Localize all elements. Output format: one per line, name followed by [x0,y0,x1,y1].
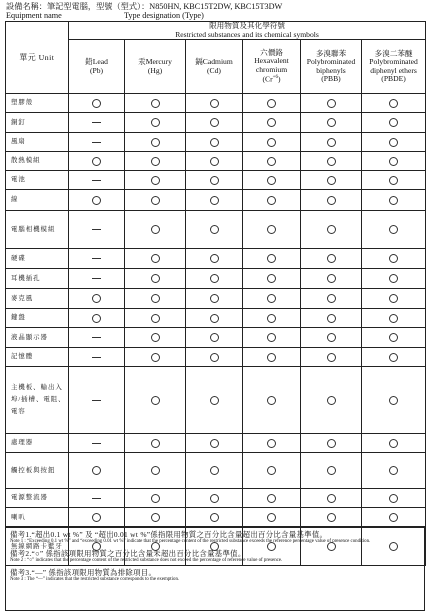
substance-cell [243,171,301,190]
circle-mark [151,274,160,283]
circle-mark [389,99,398,108]
substance-cell [125,309,186,328]
dash-mark [92,258,101,259]
circle-mark [267,274,276,283]
substance-header-pbb [301,40,362,94]
substance-cell [243,152,301,171]
substance-cell [186,269,243,289]
substance-cell [69,348,125,367]
circle-mark [210,225,219,234]
unit-cell: 電腦相機模組 [6,211,69,249]
dash-mark [92,357,101,358]
substance-cell [186,190,243,211]
circle-mark [389,118,398,127]
unit-column-header: 單元 Unit [6,22,69,94]
substance-cell [301,453,362,489]
substance-cell [362,453,426,489]
circle-mark [267,118,276,127]
circle-mark [267,494,276,503]
circle-mark [92,157,101,166]
substance-cell [69,309,125,328]
substance-cell [301,328,362,348]
circle-mark [210,118,219,127]
circle-mark [327,353,336,362]
substance-cell [243,309,301,328]
substance-cell [69,94,125,113]
circle-mark [267,196,276,205]
substance-cell [243,211,301,249]
circle-mark [267,294,276,303]
substance-cell [362,190,426,211]
circle-mark [151,333,160,342]
circle-mark [389,466,398,475]
substance-cell [362,152,426,171]
equipment-name-label: Equipment name [6,11,62,20]
circle-mark [389,274,398,283]
circle-mark [327,494,336,503]
circle-mark [151,196,160,205]
substance-symbol: (PBDE) [381,73,406,83]
circle-mark [92,513,101,522]
note-2 [10,549,420,564]
table-row [6,190,426,211]
circle-mark [389,494,398,503]
substance-cell [69,190,125,211]
dash-mark [92,229,101,230]
table-row [6,269,426,289]
substance-cell [186,328,243,348]
dash-mark [92,337,101,338]
circle-mark [210,513,219,522]
circle-mark [327,294,336,303]
substance-cell [186,453,243,489]
circle-mark [151,157,160,166]
circle-mark [210,314,219,323]
substance-cell [243,434,301,453]
substance-cell [362,133,426,152]
table-row [6,489,426,508]
circle-mark [389,439,398,448]
substance-cell [186,367,243,434]
circle-mark [327,225,336,234]
substance-cell [125,367,186,434]
substance-cell [186,152,243,171]
circle-mark [389,396,398,405]
circle-mark [210,196,219,205]
substance-symbol: (Hg) [147,65,163,75]
substance-cell [69,152,125,171]
substance-cell [362,489,426,508]
note-3 [10,568,420,583]
symbol-superscript: +6 [272,75,278,81]
dash-mark [92,278,101,279]
substance-cell [301,434,362,453]
note-text-english: Note 3 : The “—” indicates that the restricted substance corresponds to the exemption. [10,576,180,582]
unit-cell: 電源整流器 [6,489,69,508]
substance-cell [243,453,301,489]
unit-cell: 耳機插孔 [6,269,69,289]
circle-mark [210,294,219,303]
table-row [6,249,426,269]
substance-cell [69,133,125,152]
substance-cell [301,249,362,269]
substance-cell [186,171,243,190]
table-row [6,152,426,171]
substance-cell [186,211,243,249]
document-header [6,2,426,20]
symbol-base: (Cr [262,74,273,84]
note-1 [10,530,420,545]
circle-mark [210,254,219,263]
substance-cell [362,508,426,528]
substance-cell [125,269,186,289]
substance-cell [186,434,243,453]
substance-cell [362,269,426,289]
substance-name: 多溴二苯醚 [374,48,413,58]
dash-mark [92,142,101,143]
symbol-close: ) [277,74,281,84]
substance-cell [301,152,362,171]
substance-cell [243,94,301,113]
substance-cell [301,94,362,113]
table-row [6,171,426,190]
substance-cell [301,348,362,367]
substance-cell [69,508,125,528]
substance-cell [125,249,186,269]
substance-english-name: Polybrominated biphenyls [306,57,356,75]
circle-mark [151,254,160,263]
table-row [6,113,426,133]
notes-box [5,526,425,611]
circle-mark [389,176,398,185]
circle-mark [210,99,219,108]
substance-cell [362,211,426,249]
substance-cell [301,190,362,211]
circle-mark [267,513,276,522]
table-row [6,309,426,328]
circle-mark [267,353,276,362]
substance-name: 多溴聯苯 [315,48,347,58]
substance-cell [362,94,426,113]
substance-cell [125,113,186,133]
circle-mark [151,99,160,108]
circle-mark [267,176,276,185]
circle-mark [389,513,398,522]
circle-mark [210,274,219,283]
circle-mark [389,138,398,147]
substance-cell [362,434,426,453]
substance-cell [243,269,301,289]
substance-cell [69,328,125,348]
dash-mark [92,400,101,401]
unit-cell: 觸控板與按鈕 [6,453,69,489]
table-row [6,211,426,249]
substance-symbol: (PBB) [321,73,341,83]
substance-cell [125,453,186,489]
substance-cell [301,289,362,309]
substance-header-lead [69,40,125,94]
substance-cell [362,171,426,190]
substance-cell [362,367,426,434]
substance-cell [243,508,301,528]
circle-mark [389,294,398,303]
note-text-english: Note 2 : “○” indicates that the percentage content of the restricted substance does not exceed the percentage of reference value of presence. [10,557,283,563]
substance-cell [186,309,243,328]
substance-cell [186,489,243,508]
substance-cell [125,289,186,309]
unit-cell: 線 [6,190,69,211]
unit-cell: 記憶體 [6,348,69,367]
substance-cell [243,249,301,269]
substance-cell [186,348,243,367]
substance-cell [69,367,125,434]
table-row [6,434,426,453]
circle-mark [92,294,101,303]
circle-mark [210,396,219,405]
circle-mark [327,196,336,205]
circle-mark [210,494,219,503]
header-english-labels [6,11,426,20]
substance-symbol: (Cd) [207,65,221,75]
equipment-line: 設備名稱：筆記型電腦，型號（型式）：N850HN, KBC15T2DW, KBC15T3DW [6,2,283,11]
circle-mark [327,513,336,522]
restricted-substances-table [5,21,426,566]
circle-mark [151,353,160,362]
table-row [6,367,426,434]
substance-cell [69,113,125,133]
substance-cell [125,348,186,367]
substance-cell [69,171,125,190]
circle-mark [210,353,219,362]
caption-chinese: 限用物質及其化學符號 [209,21,285,30]
unit-cell: 硬碟 [6,249,69,269]
circle-mark [389,225,398,234]
circle-mark [267,254,276,263]
unit-cell: 散熱模組 [6,152,69,171]
substance-english-name: Polybrominated diphenyl ethers [369,57,418,75]
circle-mark [327,118,336,127]
substance-cell [362,249,426,269]
unit-cell: 風扇 [6,133,69,152]
unit-cell: 處理器 [6,434,69,453]
substance-cell [362,113,426,133]
substance-cell [125,489,186,508]
circle-mark [210,138,219,147]
circle-mark [389,353,398,362]
substance-cell [301,171,362,190]
substance-cell [125,190,186,211]
table-row [6,453,426,489]
circle-mark [267,466,276,475]
circle-mark [327,466,336,475]
circle-mark [327,396,336,405]
substance-cell [301,309,362,328]
circle-mark [267,314,276,323]
substance-cell [186,289,243,309]
circle-mark [92,196,101,205]
substance-cell [243,289,301,309]
circle-mark [327,176,336,185]
substance-cell [69,211,125,249]
substance-cell [243,190,301,211]
substance-cell [125,434,186,453]
unit-cell: 液晶顯示器 [6,328,69,348]
substance-cell [243,367,301,434]
unit-cell: 鍵盤 [6,309,69,328]
substance-symbol: (Pb) [89,65,104,75]
substance-cell [186,94,243,113]
unit-cell: 銅釘 [6,113,69,133]
substance-cell [69,269,125,289]
substance-english-name: Hexavalent chromium [254,56,289,74]
substance-cell [243,113,301,133]
table-row [6,289,426,309]
table-caption [69,22,426,40]
substance-cell [69,489,125,508]
circle-mark [327,157,336,166]
substance-name: 鉛Lead [85,57,108,67]
circle-mark [267,225,276,234]
substance-cell [125,152,186,171]
substance-cell [243,328,301,348]
substance-cell [362,289,426,309]
table-row [6,508,426,528]
substance-cell [69,289,125,309]
substance-name: 六價鉻 [260,48,283,58]
substance-header-pbde [362,40,426,94]
circle-mark [327,274,336,283]
substance-cell [125,211,186,249]
substance-name: 汞Mercury [138,57,172,67]
substance-cell [301,367,362,434]
circle-mark [151,314,160,323]
substance-cell [69,434,125,453]
note-text-chinese: 備考1.“超出0.1 wt %” 及 “超出0.01 wt %”係指限用物質之百分比含量超出百分比含量基準值。 [10,530,328,539]
circle-mark [327,254,336,263]
table-row [6,348,426,367]
circle-mark [151,466,160,475]
table-row [6,328,426,348]
substance-cell [362,309,426,328]
circle-mark [210,157,219,166]
circle-mark [151,138,160,147]
circle-mark [389,254,398,263]
substance-cell [125,328,186,348]
substance-cell [125,94,186,113]
dash-mark [92,122,101,123]
substance-cell [301,489,362,508]
circle-mark [267,439,276,448]
circle-mark [92,99,101,108]
substance-symbol [243,74,300,84]
substance-cell [186,508,243,528]
unit-cell: 無線網路卡藍牙 [6,528,69,566]
unit-cell: 主機板、輸出入埠/插槽、電阻、電容 [6,367,69,434]
substance-header-mercury [125,40,186,94]
circle-mark [151,294,160,303]
unit-cell: 喇叭 [6,508,69,528]
unit-cell: 塑膠殼 [6,94,69,113]
circle-mark [92,314,101,323]
circle-mark [151,513,160,522]
table-row [6,133,426,152]
circle-mark [151,118,160,127]
circle-mark [389,333,398,342]
circle-mark [327,99,336,108]
substance-cell [362,348,426,367]
substance-cell [125,508,186,528]
substance-cell [186,133,243,152]
table-body [6,94,426,566]
substance-cell [69,453,125,489]
note-text-english: Note 1 : “Exceeding 0.1 wt %” and “exceeding 0.01 wt %” indicate that the percentage content of the restricted substance exceeds the reference percentage value of presence condition. [10,539,371,544]
circle-mark [327,439,336,448]
circle-mark [151,439,160,448]
circle-mark [327,314,336,323]
substance-cell [243,489,301,508]
substance-cell [301,211,362,249]
table-row [6,94,426,113]
substance-cell [186,113,243,133]
circle-mark [151,225,160,234]
circle-mark [267,99,276,108]
note-text-chinese: 備考3.“—” 係指該項限用物質為排除項目。 [10,567,157,577]
dash-mark [92,180,101,181]
circle-mark [267,157,276,166]
substance-cell [301,133,362,152]
circle-mark [92,466,101,475]
circle-mark [327,138,336,147]
circle-mark [210,439,219,448]
note-text-chinese: 備考2.“○” 係指該項限用物質之百分比含量未超出百分比含量基準值。 [10,548,246,558]
substance-cell [301,113,362,133]
circle-mark [267,396,276,405]
type-designation-label: Type designation (Type) [124,11,204,20]
substance-cell [125,171,186,190]
circle-mark [210,466,219,475]
substance-cell [301,269,362,289]
circle-mark [151,396,160,405]
substance-header-cadmium [186,40,243,94]
dash-mark [92,498,101,499]
circle-mark [210,333,219,342]
substance-cell [243,133,301,152]
substance-name: 鎘Cadmium [195,57,233,67]
substance-cell [69,249,125,269]
unit-cell: 麥克風 [6,289,69,309]
circle-mark [327,333,336,342]
circle-mark [389,157,398,166]
circle-mark [267,138,276,147]
circle-mark [151,494,160,503]
circle-mark [210,176,219,185]
caption-english: Restricted substances and its chemical symbols [175,29,319,39]
circle-mark [267,333,276,342]
circle-mark [389,196,398,205]
unit-cell: 電池 [6,171,69,190]
substance-cell [186,249,243,269]
circle-mark [151,176,160,185]
substance-cell [362,328,426,348]
substance-cell [243,348,301,367]
substance-cell [301,508,362,528]
dash-mark [92,443,101,444]
substance-header-chromium [243,40,301,94]
substance-cell [125,133,186,152]
circle-mark [389,314,398,323]
